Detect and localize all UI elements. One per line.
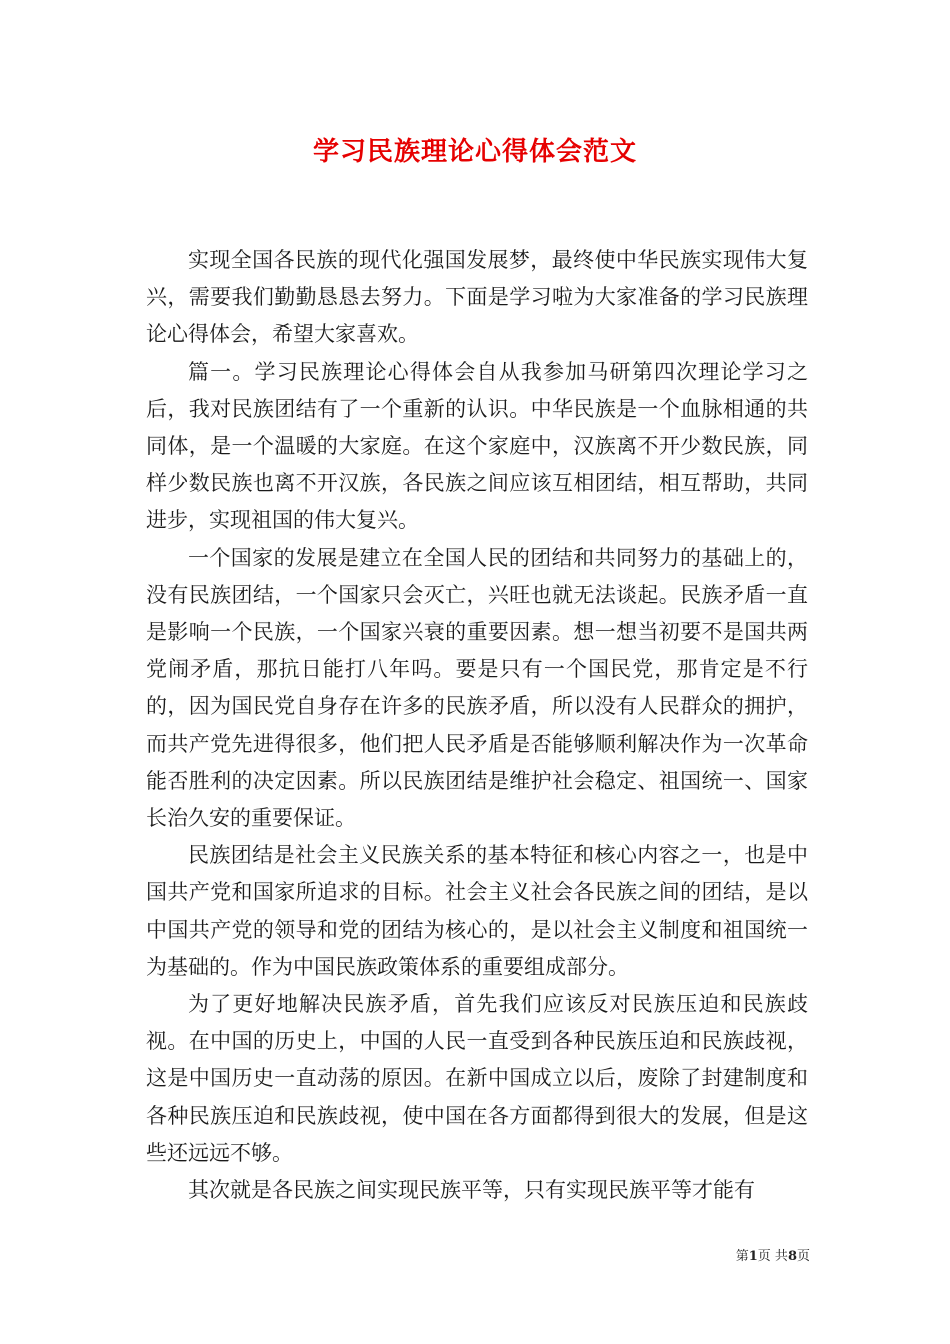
footer-total-pages: 8	[787, 1249, 797, 1264]
footer-current-page: 1	[748, 1249, 758, 1264]
paragraph-equality: 其次就是各民族之间实现民族平等，只有实现民族平等才能有	[188, 1178, 755, 1203]
paragraph-part-one: 篇一。学习民族理论心得体会自从我参加马研第四次理论学习之后，我对民族团结有了一个重新的认识。中华民族是一个血脉相通的共同体，是一个温暖的大家庭。在这个家庭中，汉族离不开少数民族，同样少数民族也离不开汉族，各民族之间应该互相团结，相互帮助，共同进步，实现祖国的伟大复兴。	[146, 359, 808, 533]
footer-prefix: 第	[735, 1249, 749, 1264]
paragraph-ethnic-unity: 民族团结是社会主义民族关系的基本特征和核心内容之一，也是中国共产党和国家所追求的目标。社会主义社会各民族之间的团结，是以中国共产党的领导和党的团结为核心的，是以社会主义制度和祖国统一为基础的。作为中国民族政策体系的重要组成部分。	[146, 843, 808, 979]
document-title: 学习民族理论心得体会范文	[312, 137, 637, 167]
paragraph-national-development: 一个国家的发展是建立在全国人民的团结和共同努力的基础上的，没有民族团结，一个国家只会灭亡，兴旺也就无法谈起。民族矛盾一直是影响一个民族，一个国家兴衰的重要因素。想一想当初要不是国共两党闹矛盾，那抗日能打八年吗。要是只有一个国民党，那肯定是不行的，因为国民党自身存在许多的民族矛盾，所以没有人民群众的拥护，而共产党先进得很多，他们把人民矛盾是否能够顺利解决作为一次革命能否胜利的决定因素。所以民族团结是维护社会稳定、祖国统一、国家长治久安的重要保证。	[146, 545, 808, 831]
paragraph-intro: 实现全国各民族的现代化强国发展梦，最终使中华民族实现伟大复兴，需要我们勤勤恳恳去努力。下面是学习啦为大家准备的学习民族理论心得体会，希望大家喜欢。	[146, 248, 808, 347]
paragraph-oppose-oppression: 为了更好地解决民族矛盾，首先我们应该反对民族压迫和民族歧视。在中国的历史上，中国的人民一直受到各种民族压迫和民族歧视，这是中国历史一直动荡的原因。在新中国成立以后，废除了封建制度和各种民族压迫和民族歧视，使中国在各方面都得到很大的发展，但是这些还远远不够。	[146, 992, 808, 1165]
document-body	[146, 242, 808, 1209]
page-number-footer	[700, 1245, 810, 1264]
footer-suffix: 页	[796, 1249, 810, 1264]
footer-middle: 页 共	[757, 1249, 788, 1264]
